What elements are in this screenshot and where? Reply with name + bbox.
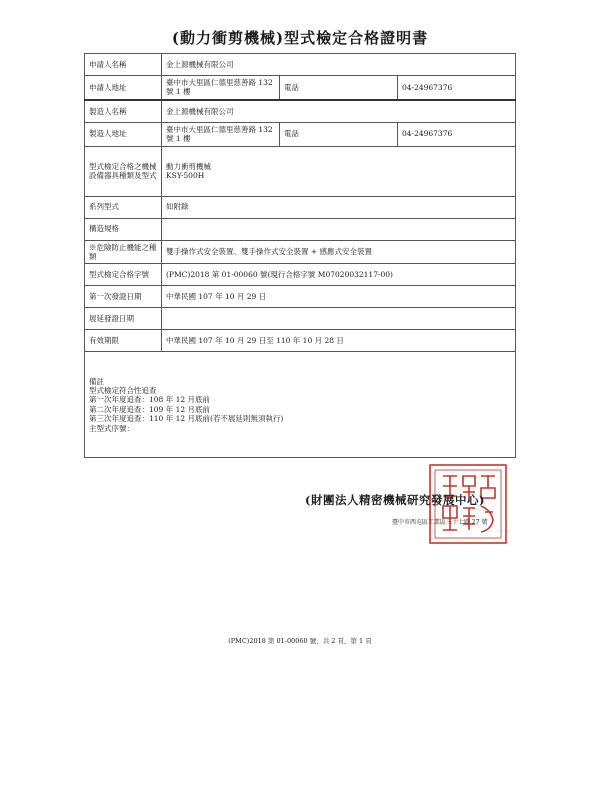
row-cert-number — [85, 264, 516, 286]
first-issue-date-label: 第一次發證日期 — [85, 286, 162, 308]
applicant-name-label: 申請人名稱 — [85, 54, 162, 76]
row-extension-date — [85, 308, 516, 330]
organization-address: 臺中市西屯區工業區三十七路 27 號 — [392, 519, 488, 526]
row-manufacturer-address — [85, 122, 516, 146]
validity-period-value: 中華民國 107 年 10 月 29 日至 110 年 10 月 28 日 — [162, 330, 516, 352]
first-issue-date-value: 中華民國 107 年 10 月 29 日 — [162, 286, 516, 308]
manufacturer-address-value: 臺中市大里區仁德里慈善路 132 號 1 樓 — [162, 122, 280, 146]
construction-spec-value — [162, 218, 516, 240]
hazard-prevention-label: ※危險防止機能之種類 — [85, 240, 162, 264]
page-footer: (PMC)2018 第 01-00060 號，共 2 頁，第 1 頁 — [228, 637, 372, 645]
equipment-type-label: 型式檢定合格之機械設備器具種類及型式 — [85, 146, 162, 196]
row-manufacturer-name — [85, 100, 516, 123]
organization-name: (財團法人精密機械研究發展中心) — [305, 493, 485, 507]
notes-line-3: 第二次年度追查：109 年 12 月底前 — [89, 404, 211, 414]
series-model-label: 系列型式 — [85, 196, 162, 218]
notes-line-4: 第三次年度追查：110 年 12 月底前(若不展延則無須執行) — [89, 414, 284, 424]
manufacturer-name-label: 製造人名稱 — [85, 100, 162, 123]
row-notes — [85, 352, 516, 458]
notes-line-1: 型式檢定符合性追查 — [89, 386, 157, 395]
row-validity-period — [85, 330, 516, 352]
applicant-phone-value: 04-24967376 — [398, 76, 516, 100]
row-hazard-prevention — [85, 240, 516, 264]
row-applicant-address — [85, 76, 516, 100]
equipment-type-line2: KSY-500H — [166, 171, 205, 180]
row-equipment-type — [85, 146, 516, 196]
applicant-address-label: 申請人地址 — [85, 76, 162, 100]
manufacturer-name-value: 金上源機械有限公司 — [162, 100, 516, 123]
notes-heading: 備註 — [89, 376, 104, 386]
extension-date-value — [162, 308, 516, 330]
row-construction-spec — [85, 218, 516, 240]
row-applicant-name — [85, 54, 516, 76]
cert-number-label: 型式檢定合格字號 — [85, 264, 162, 286]
applicant-phone-label: 電話 — [280, 76, 398, 100]
row-series-model — [85, 196, 516, 218]
equipment-type-line1: 動力衝剪機械 — [166, 161, 211, 171]
validity-period-label: 有效期限 — [85, 330, 162, 352]
cert-number-value: (PMC)2018 第 01-00060 號(現行合格字號 M07020032117-00) — [162, 264, 516, 286]
manufacturer-phone-value: 04-24967376 — [398, 122, 516, 146]
extension-date-label: 展延發證日期 — [85, 308, 162, 330]
notes-cell — [85, 352, 516, 458]
notes-line-5: 主型式序號： — [89, 423, 134, 433]
construction-spec-label: 構造規格 — [85, 218, 162, 240]
manufacturer-address-label: 製造人地址 — [85, 122, 162, 146]
applicant-address-value: 臺中市大里區仁德里慈善路 132 號 1 樓 — [162, 76, 280, 100]
certificate-table — [84, 53, 516, 458]
hazard-prevention-value: 雙手操作式安全裝置、雙手操作式安全裝置 + 感應式安全裝置 — [162, 240, 516, 264]
applicant-name-value: 金上源機械有限公司 — [162, 54, 516, 76]
manufacturer-phone-label: 電話 — [280, 122, 398, 146]
document-title: (動力衝剪機械)型式檢定合格證明書 — [171, 29, 429, 47]
equipment-type-value — [162, 146, 516, 196]
notes-line-2: 第一次年度追查：108 年 12 月底前 — [89, 395, 211, 405]
series-model-value: 如附錄 — [162, 196, 516, 218]
row-first-issue-date — [85, 286, 516, 308]
